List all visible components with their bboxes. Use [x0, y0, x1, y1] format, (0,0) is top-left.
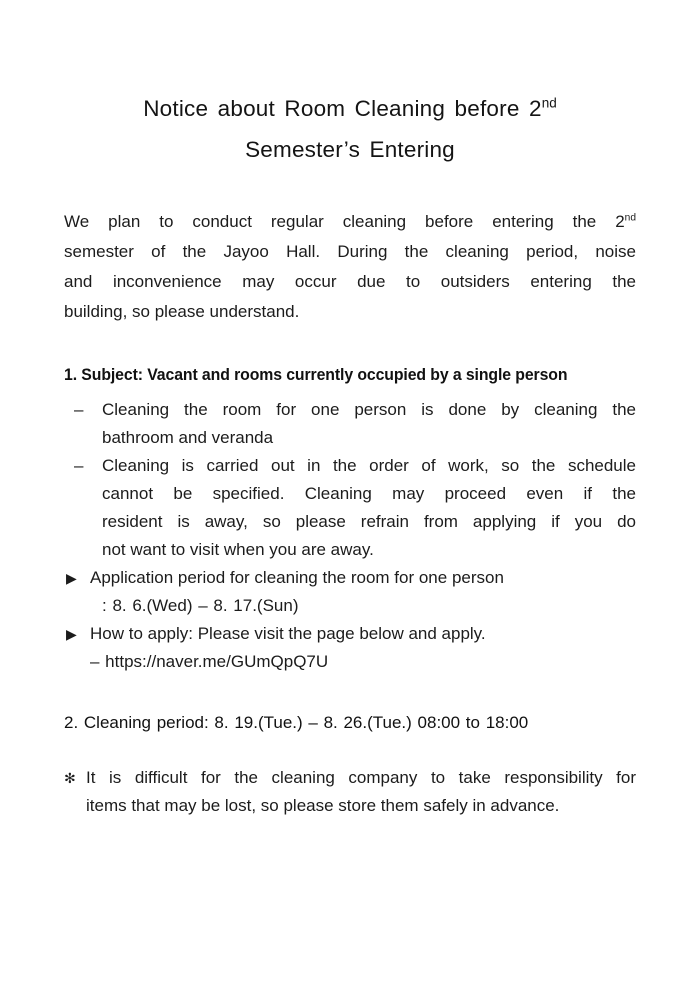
section-1-bullet-2 — [64, 452, 636, 564]
intro-line-1-text: We plan to conduct regular cleaning before entering the 2 — [64, 212, 625, 231]
intro-ordinal-suffix: nd — [624, 212, 636, 224]
application-url[interactable]: – https://naver.me/GUmQpQ7U — [90, 652, 329, 671]
bullet-line: bathroom and veranda — [102, 428, 274, 447]
section-1-heading: 1. Subject: Vacant and rooms currently occupied by a single person — [64, 365, 568, 384]
bullet-line: cannot be specified. Cleaning may proceed even if the — [102, 484, 636, 503]
section-1-bullet-2-text — [102, 452, 636, 564]
intro-line-3: and inconvenience may occur due to outsiders entering the — [64, 272, 636, 291]
section-1-bullet-1-text — [102, 396, 636, 452]
how-to-apply-label: How to apply: Please visit the page below and apply. — [90, 624, 486, 643]
bullet-line: Cleaning the room for one person is done by cleaning the — [102, 400, 636, 419]
application-period-item — [64, 564, 636, 592]
dash-bullet-icon: – — [74, 400, 84, 419]
section-1-bullet-1 — [64, 396, 636, 452]
footnote-text — [86, 764, 636, 820]
bullet-line: resident is away, so please refrain from applying if you do — [102, 512, 636, 531]
title-line-2: Semester’s Entering — [245, 137, 455, 162]
intro-line-1 — [64, 207, 636, 237]
intro-paragraph — [64, 207, 636, 327]
intro-line-4: building, so please understand. — [64, 302, 300, 321]
bullet-line: Cleaning is carried out in the order of work, so the schedule — [102, 456, 636, 475]
footnote-line: items that may be lost, so please store them safely in advance. — [86, 796, 560, 815]
page-title — [64, 0, 636, 170]
title-line-1 — [64, 88, 636, 129]
triangle-bullet-icon: ▶ — [66, 626, 77, 642]
intro-line-2: semester of the Jayoo Hall. During the cleaning period, noise — [64, 242, 636, 261]
asterisk-bullet-icon: ✻ — [64, 770, 76, 786]
triangle-bullet-icon: ▶ — [66, 570, 77, 586]
section-2-heading: 2. Cleaning period: 8. 19.(Tue.) – 8. 26.(Tue.) 08:00 to 18:00 — [64, 713, 529, 732]
dash-bullet-icon: – — [74, 456, 84, 475]
footnote-block — [64, 764, 636, 820]
title-ordinal-suffix: nd — [541, 95, 557, 111]
footnote-line: It is difficult for the cleaning company to take responsibility for — [86, 768, 636, 787]
title-line-1-text: Notice about Room Cleaning before 2 — [143, 96, 542, 121]
bullet-line: not want to visit when you are away. — [102, 540, 374, 559]
application-period-label: Application period for cleaning the room for one person — [90, 568, 504, 587]
how-to-apply-item — [64, 620, 636, 648]
application-period-dates: : 8. 6.(Wed) – 8. 17.(Sun) — [102, 596, 299, 615]
footnote — [64, 764, 636, 820]
